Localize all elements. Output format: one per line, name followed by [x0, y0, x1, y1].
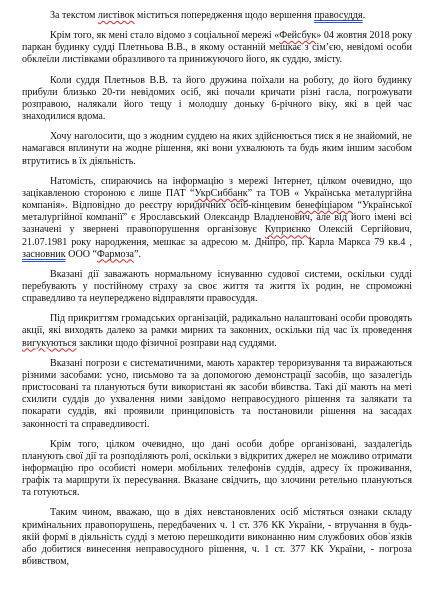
text-run: Вказані погрози є систематичними, мають характер тероризування та виражаються різними засобами: усно, письмово та за допомогою демонстрації засобів, що зазалегідь пристосовані та плануються бути використані як засоби вбивства. Такі дії мають на меті схилити суддів до ухвалення ними завідомо неправосудного рішення та залякати та покарати суддів, які проявили принциповість та постановили рішення на засадах законності та справедливості.	[22, 357, 412, 430]
paragraph	[22, 10, 412, 22]
paragraph	[22, 176, 412, 261]
paragraph	[22, 75, 412, 124]
text-run: За текстом	[50, 10, 98, 21]
text-run: Вказані дії заважають нормальному існуванню судової системи, оскільки судді перебувають у постійному страху за своє життя та життя їх родин, не спроможні справедливо та неупереджено відправляти правосуддя.	[22, 268, 412, 305]
paragraph	[22, 358, 412, 431]
spellcheck-underlined-word: Куприєнко	[264, 224, 311, 236]
paragraph	[22, 507, 412, 568]
paragraph	[22, 269, 412, 305]
paragraph	[22, 30, 412, 66]
text-run: Крім того, цілком очевидно, що дані особи добре організовані, заздалегідь планують свої дії та розподіляють ролі, оскільки з відкритих джерел не можливо отримати інформацію про особисті номери мобільних телефонів суддів, адресу їх проживання, графік та маршрути їх пересування. Вказане свідчить, що злочини ретельно плануються та готуються.	[22, 438, 412, 499]
text-run: ” та ТОВ « Українська металургійна компанія». Відповідно до реєстру юридичних осіб-кінцевим	[22, 187, 412, 212]
text-run: Хочу наголосити, що з жодним суддею на яких здійснюється тиск я не знайомий, не намагався вплинути на жодне рішення, які вони ухвалюють та будь яким іншим засобом втрутитись в їх діяльність.	[22, 131, 412, 167]
text-run: Коли суддя Плетньов В.В. та його дружина поїхали на роботу, до його будинку прибули близько 20-ти невідомих осіб, які почали кричати різні гасла, погрожувати розправою, налякали його тещу і молодшу доньку 6-річного віку, які в цей час знаходилися вдома.	[22, 74, 412, 123]
paragraph	[22, 313, 412, 349]
text-run: Крім того, як мені стало відомо з соціальної мережі «	[50, 30, 280, 42]
text-run: .	[362, 10, 366, 21]
spellcheck-underlined-word: УкрСиббанк	[194, 187, 248, 199]
spellcheck-underlined-word: Фейсбук	[279, 30, 317, 42]
spellcheck-underlined-word: бенефіціаром	[295, 200, 353, 212]
text-run: міститься попередження щодо вершення	[134, 10, 315, 21]
text-run: “Української металургійної компанії” є Ярославський Олександр Владленович, але від його імені всі зазначені у звернені правопорушення організовує	[22, 200, 412, 236]
text-run: Під прикриттям громадських організацій, радикально налаштовані особи проводять акції, які виходять далеко за рамки мирних та законних, оскільки під час їх проведення	[22, 313, 412, 337]
text-run: Натомість, спираючись на інформацію з мережі Інтернет, цілком очевидно, що зацікавленою стороною є лише ПАТ “	[22, 175, 412, 199]
text-run: ООО “	[65, 248, 97, 260]
text-run: Олексій Сергійович, 21.07.1981 року народження, мешкає за адресою м. Дніпро, пр. Карла Маркса 79 кв.4 ,	[22, 224, 412, 248]
spellcheck-underlined-word: листівок	[97, 10, 135, 21]
grammar-underlined-word: засновник	[22, 248, 66, 260]
spellcheck-underlined-word: вигукуються	[22, 337, 77, 349]
paragraph	[22, 131, 412, 167]
text-run: Таким чином, вважаю, що в діях невстановлених осіб містяться ознаки складу кримінальних правопорушень, передбачених ч. 1 ст. 376 КК України, - втручання в будь-якій формі в діяльність судді з метою перешкодити виконанню ним службових обов`язків або добитися винесення неправосудного рішення, ч. 1 ст. 377 КК України, - погроза вбивством,	[22, 507, 412, 568]
text-run: » 04 жовтня 2018 року паркан будинку судді Плетньова В.В., в якому останній мешкає з сім’єю, невідомі особи обклеїли листівками образливого та принижуючого його, як суддю, змісту.	[22, 30, 412, 66]
text-run: заклики щодо фізичної розправи над суддями.	[76, 337, 277, 349]
spellcheck-underlined-word: Фармоза	[96, 248, 134, 260]
paragraph	[22, 439, 412, 500]
text-run: ”.	[134, 248, 141, 260]
grammar-underlined-word: правосуддя	[314, 10, 363, 21]
